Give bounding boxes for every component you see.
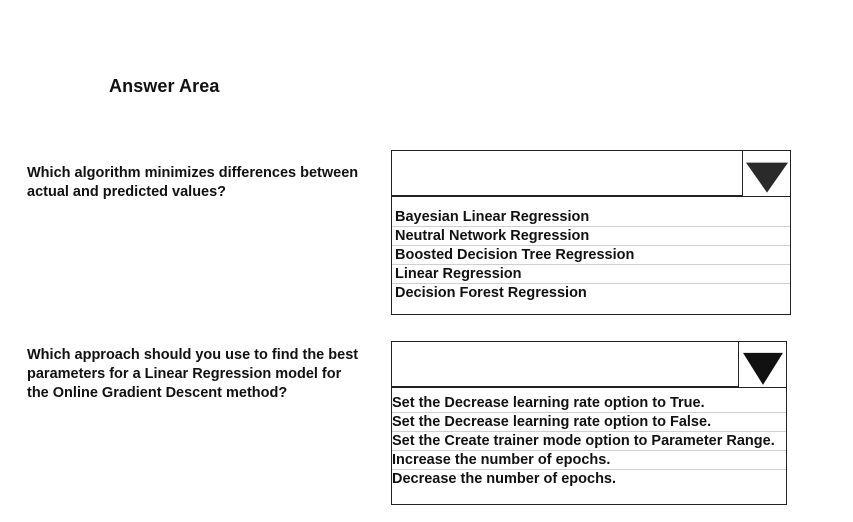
question-2-prompt: Which approach should you use to find the best parameters for a Linear Regression model for the Online Gradient Descent method? (27, 347, 359, 401)
question-1-options-list (391, 196, 791, 315)
question-1-selected-value[interactable] (391, 150, 791, 196)
question-1-option[interactable]: Neutral Network Regression (392, 227, 790, 246)
question-1-option[interactable]: Bayesian Linear Regression (392, 208, 790, 227)
question-2-option[interactable]: Set the Decrease learning rate option to True. (392, 394, 786, 413)
question-2-dropdown-toggle[interactable] (738, 342, 786, 388)
question-2-options-list (391, 387, 787, 505)
answer-area-title: Answer Area (109, 76, 220, 96)
question-2-option[interactable]: Set the Create trainer mode option to Parameter Range. (392, 432, 786, 451)
question-1-dropdown[interactable] (391, 150, 791, 315)
triangle-down-icon (743, 353, 783, 385)
question-2-option[interactable]: Increase the number of epochs. (392, 451, 786, 470)
question-2-dropdown[interactable] (391, 341, 787, 505)
question-1-dropdown-toggle[interactable] (742, 151, 790, 197)
question-1-option[interactable]: Linear Regression (392, 265, 790, 284)
question-2-option[interactable]: Set the Decrease learning rate option to False. (392, 413, 786, 432)
question-1-option[interactable]: Boosted Decision Tree Regression (392, 246, 790, 265)
question-1-prompt: Which algorithm minimizes differences between actual and predicted values? (27, 165, 359, 200)
triangle-down-icon (746, 163, 788, 193)
question-2-selected-value[interactable] (391, 341, 787, 387)
question-1-option[interactable]: Decision Forest Regression (395, 285, 587, 301)
question-2-option[interactable]: Decrease the number of epochs. (392, 471, 617, 487)
